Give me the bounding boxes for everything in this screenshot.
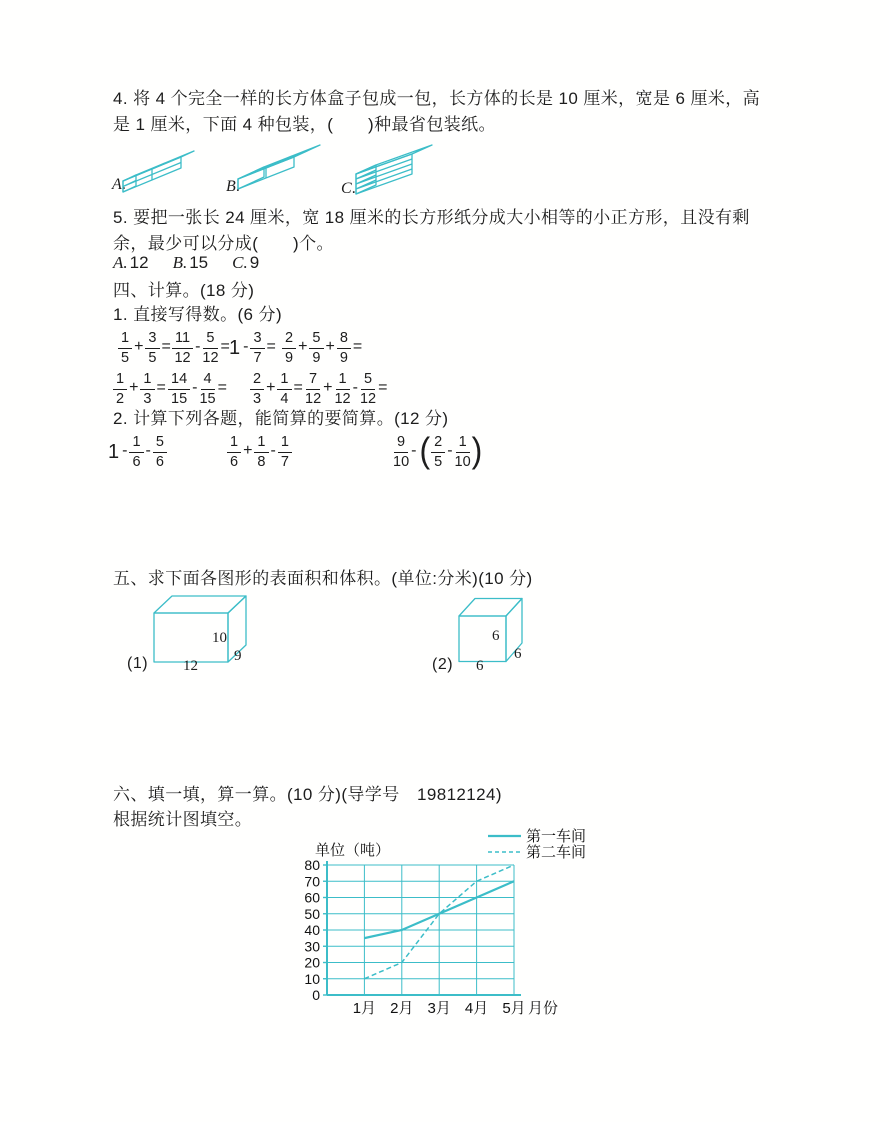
option-b-boxes-figure — [236, 141, 324, 193]
choice-b — [173, 253, 209, 273]
y-tick-label: 40 — [304, 922, 320, 938]
option-a-boxes-figure — [121, 144, 197, 196]
option-c-label: C. — [341, 180, 357, 197]
figure-2-depth-dim: 6 — [514, 646, 522, 662]
chart-x-axis-title: 月份 — [528, 1000, 559, 1017]
calc-expression: $\frac{11}{12}$ - $\frac{5}{12}$ = — [172, 328, 232, 368]
legend-label-1: 第一车间 — [526, 828, 587, 845]
figure-2-width-dim: 6 — [476, 658, 484, 674]
choice-b-value: 15 — [189, 253, 209, 272]
y-tick-label: 30 — [304, 938, 320, 955]
calc-expression: 1 - $\frac{1}{6}$ - $\frac{5}{6}$ — [107, 429, 167, 475]
question-4-text — [113, 86, 760, 137]
figure-1-label: (1) — [127, 655, 149, 672]
choice-c-letter: C. — [232, 253, 248, 272]
question-5-line1: 5. 要把一张长 24 厘米，宽 18 厘米的长方形纸分成大小相等的小正方形，且没有剩 — [113, 208, 750, 227]
y-tick-label: 70 — [304, 873, 320, 890]
choice-a — [113, 253, 149, 273]
question-4-line2: 是 1 厘米，下面 4 种包装，( )种最省包装纸。 — [113, 114, 496, 134]
figure-1-width-dim: 12 — [183, 658, 198, 674]
calc-expression: $\frac{7}{12}$ + $\frac{1}{12}$ - $\frac{5}{12}$ = — [305, 370, 388, 407]
calc-expression: 1 - $\frac{3}{7}$ = — [229, 329, 276, 366]
choice-a-letter: A. — [113, 253, 128, 272]
y-tick-label: 20 — [304, 954, 320, 971]
section-5-title: 五、求下面各图形的表面积和体积。(单位:分米)(10 分) — [113, 569, 533, 588]
y-tick-label: 80 — [304, 857, 320, 873]
x-tick-label: 5月 — [502, 1000, 526, 1017]
calc-expression: $\frac{2}{9}$ + $\frac{5}{9}$ + $\frac{8}{9}$ = — [282, 328, 364, 368]
choice-c — [232, 253, 259, 273]
chart-y-axis-title: 单位（吨） — [315, 842, 391, 859]
x-tick-label: 3月 — [427, 1000, 451, 1017]
y-tick-label: 0 — [312, 987, 320, 1003]
section-4-q2-label: 2. 计算下列各题，能简算的要简算。(12 分) — [113, 409, 449, 428]
figure-1-height-dim: 10 — [212, 630, 227, 646]
option-a-label: A. — [112, 176, 127, 193]
figure-1-depth-dim: 9 — [234, 648, 242, 664]
x-tick-label: 4月 — [464, 1000, 489, 1017]
statistics-chart — [295, 828, 635, 1020]
option-b-label: B. — [226, 178, 241, 195]
calc-expression: $\frac{1}{2}$ + $\frac{1}{3}$ = — [113, 369, 168, 409]
section-4-title: 四、计算。(18 分) — [113, 281, 255, 300]
choice-b-letter: B. — [172, 253, 188, 272]
x-tick-label: 2月 — [390, 1000, 414, 1017]
question-4-line1: 4. 将 4 个完全一样的长方体盒子包成一包，长方体的长是 10 厘米，宽是 6 厘米，高 — [113, 89, 761, 108]
option-c-boxes-figure — [354, 143, 442, 197]
section-6-title: 六、填一填，算一算。(10 分)(导学号 19812124) — [113, 785, 502, 804]
y-tick-label: 60 — [304, 889, 320, 906]
calc-expression: $\frac{9}{10}$ - ( $\frac{2}{5}$ - $\frac{1}{10}$ ) — [393, 429, 483, 470]
choice-c-value: 9 — [249, 253, 260, 272]
calc-expression: $\frac{1}{6}$ + $\frac{1}{8}$ - $\frac{1}{7}$ — [227, 429, 292, 475]
section-6-subtitle: 根据统计图填空。 — [113, 810, 253, 829]
section-4-q1-label: 1. 直接写得数。(6 分) — [113, 305, 283, 324]
question-5-choices — [113, 253, 259, 273]
choice-a-value: 12 — [129, 253, 149, 272]
x-tick-label: 1月 — [352, 1000, 377, 1017]
y-tick-label: 10 — [304, 970, 320, 987]
calc-expression: $\frac{14}{15}$ - $\frac{4}{15}$ = — [168, 369, 229, 409]
calc-expression: $\frac{1}{5}$ + $\frac{3}{5}$ = — [118, 328, 173, 368]
figure-2-label: (2) — [432, 656, 454, 673]
y-tick-label: 50 — [304, 905, 320, 922]
figure-2-height-dim: 6 — [492, 628, 500, 644]
legend-label-2: 第二车间 — [526, 844, 587, 861]
question-5-line2: 余，最少可以分成( )个。 — [113, 233, 334, 253]
calc-expression: $\frac{2}{3}$ + $\frac{1}{4}$ = — [250, 369, 305, 409]
question-5-text — [113, 205, 750, 256]
